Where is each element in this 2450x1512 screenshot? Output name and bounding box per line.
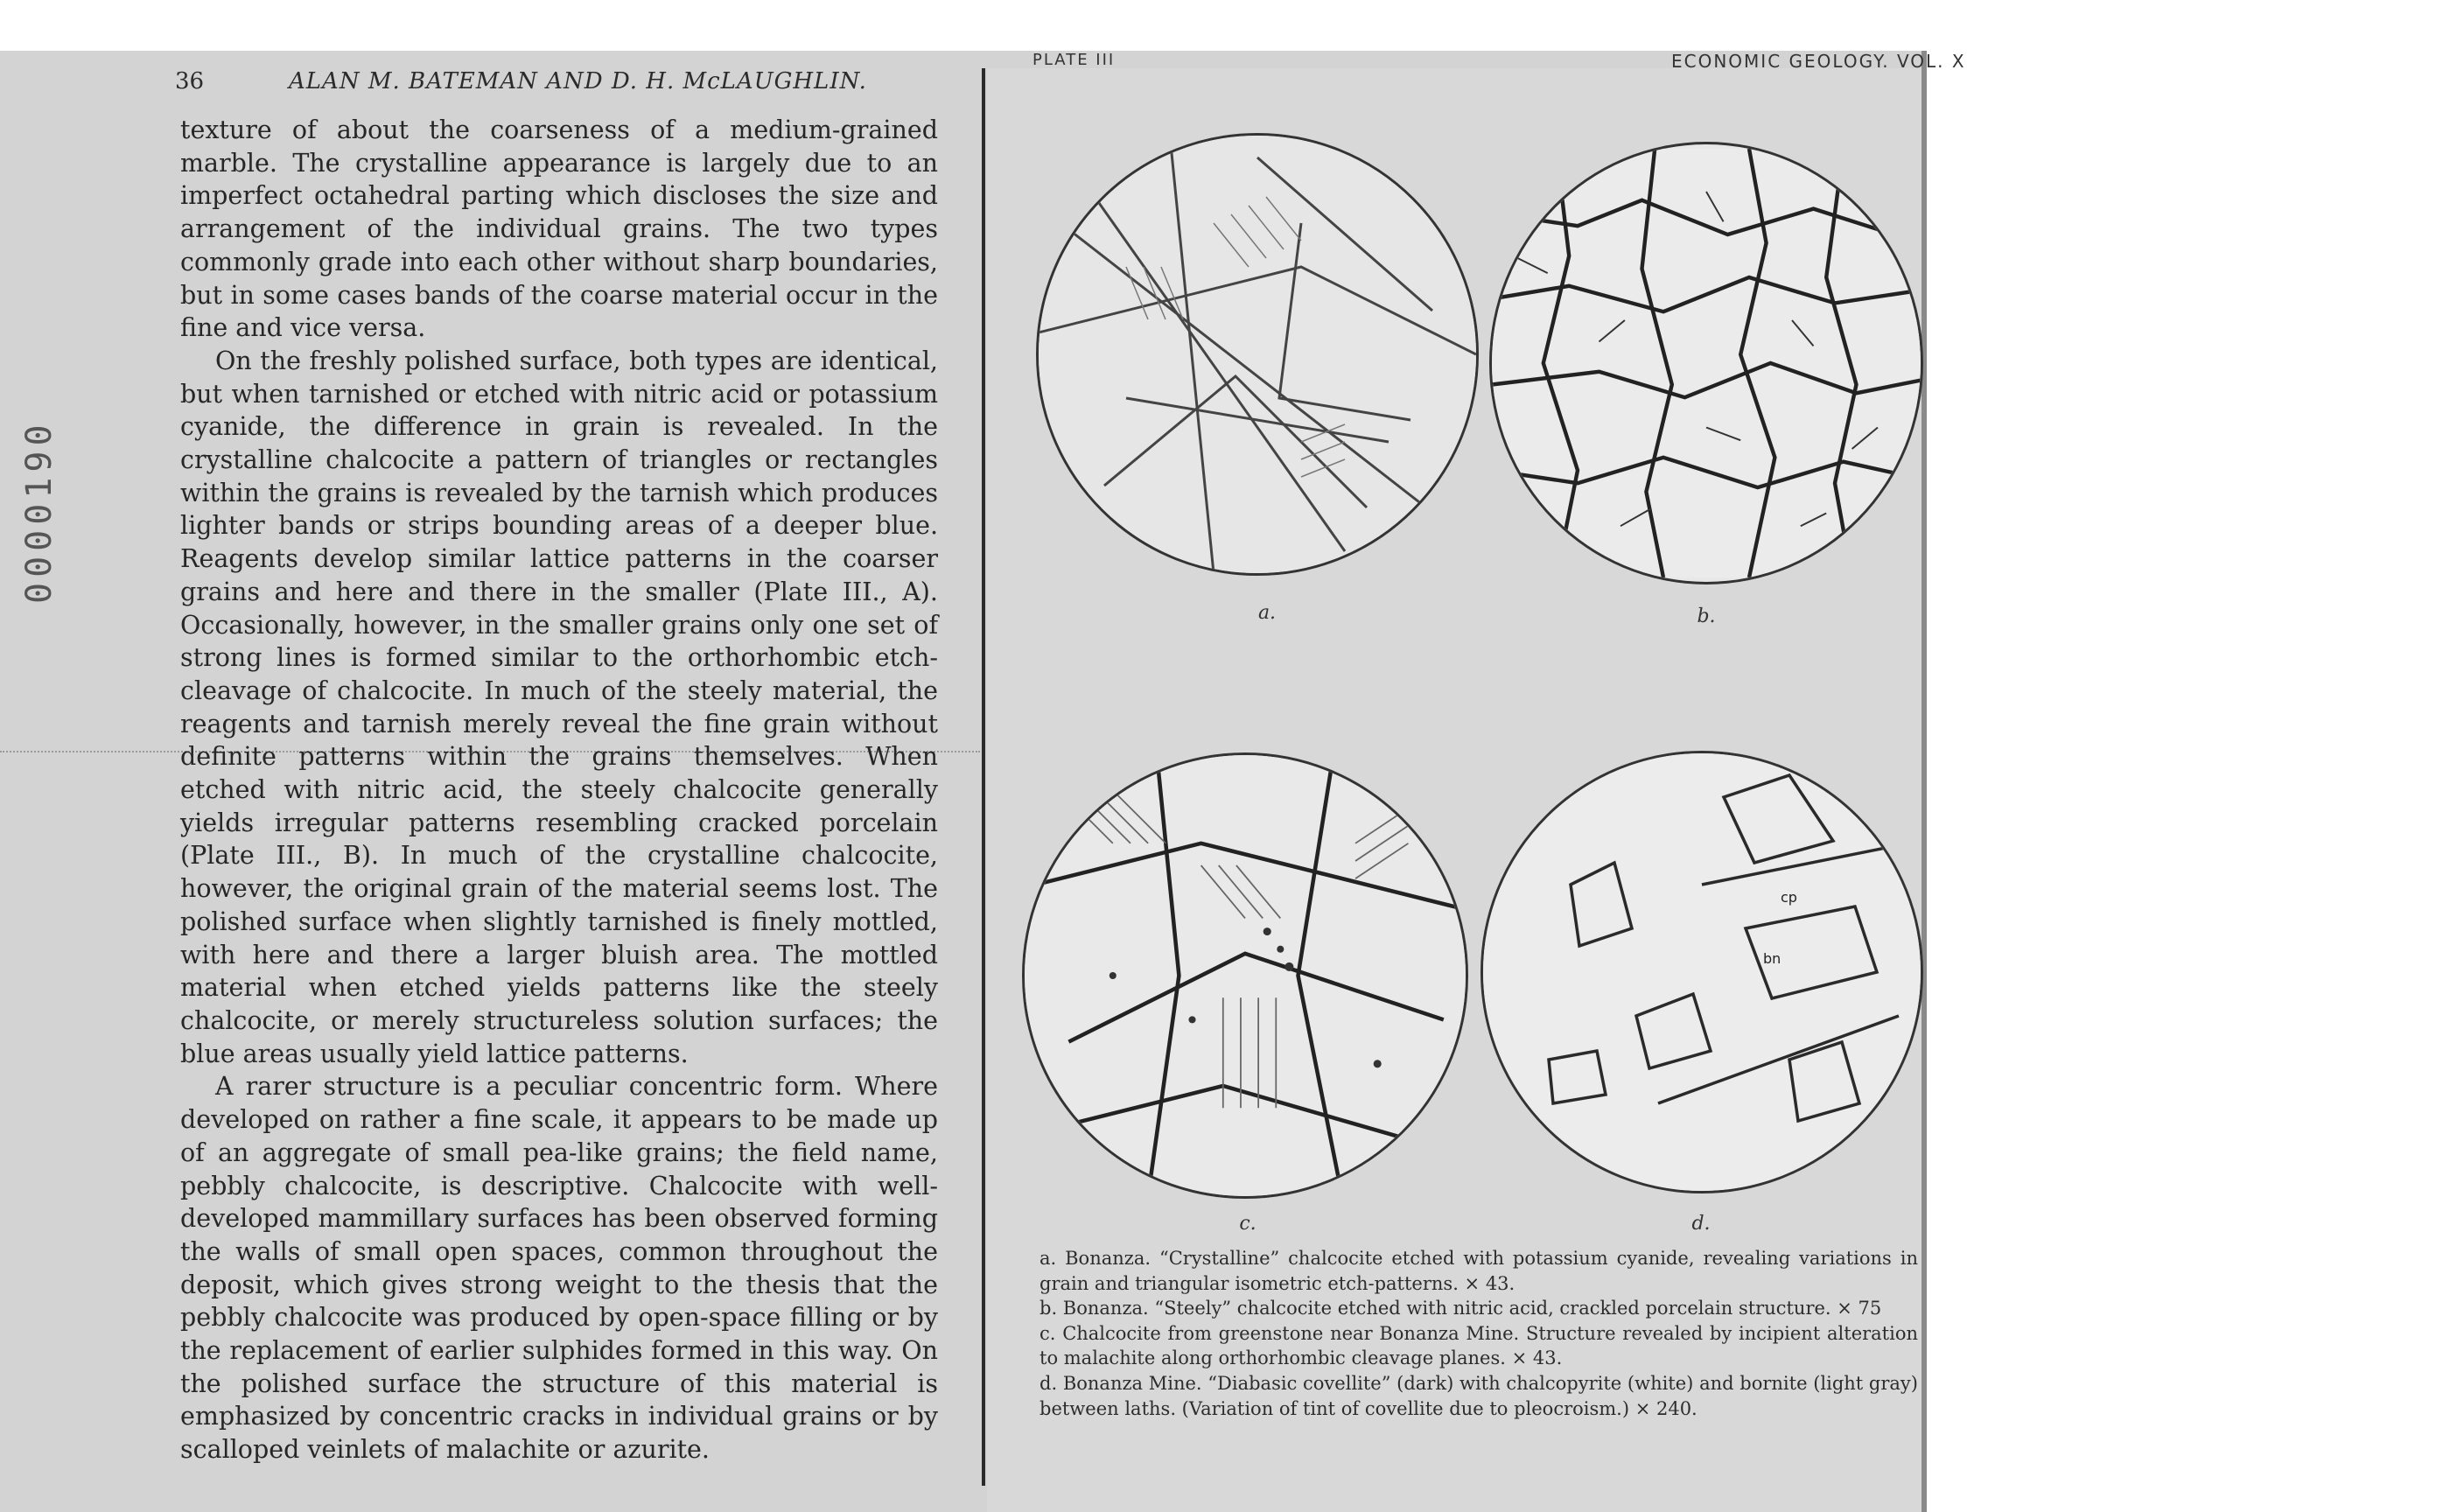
figure-letter-d: d. [1691,1213,1711,1235]
body-text [180,114,938,1466]
plate-captions [1040,1246,1918,1421]
micrograph-a [1036,133,1479,576]
micrograph-c [1022,752,1468,1199]
page-edge [1922,51,1927,1512]
micrograph-d-image [1483,753,1921,1191]
micrograph-c-image [1025,755,1466,1196]
page-gutter [982,68,985,1486]
label-bn: bn [1763,950,1782,967]
figure-letter-c: c. [1239,1213,1256,1235]
caption-b: b. Bonanza. “Steely” chalcocite etched with nitric acid, crackled porcelain structure. × 75 [1040,1298,1882,1320]
micrograph-b [1489,142,1923,584]
caption-a: a. Bonanza. “Crystalline” chalcocite etched with potassium cyanide, revealing variations in grain and triangular isometric etch-patterns. × 43. [1040,1248,1918,1294]
micrograph-a-image [1039,136,1476,573]
figure-letter-a: a. [1257,602,1277,624]
caption-c: c. Chalcocite from greenstone near Bonanza Mine. Structure revealed by incipient alteration to malachite along orthorhombic cleavage planes. × 43. [1040,1322,1918,1369]
journal-label: ECONOMIC GEOLOGY. VOL. X [1671,51,1966,72]
micrograph-b-image [1492,144,1921,582]
paragraph: On the freshly polished surface, both types are identical, but when tarnished or etched with nitric acid or potassium cyanide, the difference in grain is revealed. In the crystalline chalcocite a pattern of triangles or rectangles within the grains is revealed by the tarnish which produces lighter bands or strips bounding areas of a deeper blue. Reagents develop similar lattice patterns in the coarser grains and here and there in the smaller (Plate III., A). Occasionally, however, in the smaller grains only one set of strong lines is formed similar to the orthorhombic etch-cleavage of chalcocite. In much of the steely material, the reagents and tarnish merely reveal the fine grain without definite patterns within the grains themselves. When etched with nitric acid, the steely chalcocite generally yields irregular patterns resembling cracked porcelain (Plate III., B). In much of the crystalline chalcocite, however, the original grain of the material seems lost. The polished surface when slightly tarnished is finely mottled, with here and there a larger bluish area. The mottled material when etched yields patterns like the steely chalcocite, or merely structureless solution surfaces; the blue areas usually yield lattice patterns. [180,346,938,1068]
page-number: 36 [175,68,205,94]
paragraph: A rarer structure is a peculiar concentric form. Where developed on rather a fine scale, it appears to be made up of an aggregate of small pea-like grains; the field name, pebbly chalcocite, is descriptive. Chalcocite with well-developed mammillary surfaces has been observed forming the walls of small open spaces, common throughout the deposit, which gives strong weight to the thesis that the pebbly chalcocite was produced by open-space filling or by the replacement of earlier sulphides formed in this way. On the polished surface the structure of this material is emphasized by concentric cracks in individual grains or by scalloped veinlets of malachite or azurite. [180,1072,938,1465]
caption-d: d. Bonanza Mine. “Diabasic covellite” (dark) with chalcopyrite (white) and bornite (light gray) between laths. (Variation of tint of covellite due to pleocroism.) × 240. [1040,1372,1918,1419]
authors-header: ALAN M. BATEMAN AND D. H. McLAUGHLIN. [289,68,867,94]
running-head [175,68,892,103]
figure-letter-b: b. [1697,606,1716,627]
paragraph: texture of about the coarseness of a medium-grained marble. The crystalline appearance is largely due to an imperfect octahedral parting which discloses the size and arrangement of the individual grains. The two types commonly grade into each other without sharp boundaries, but in some cases bands of the coarse material occur in the fine and vice versa. [180,116,938,343]
micrograph-d [1480,751,1923,1194]
plate-label: PLATE III [1032,51,1116,69]
archive-stamp: 0000190 [19,419,60,604]
label-cp: cp [1781,889,1797,906]
